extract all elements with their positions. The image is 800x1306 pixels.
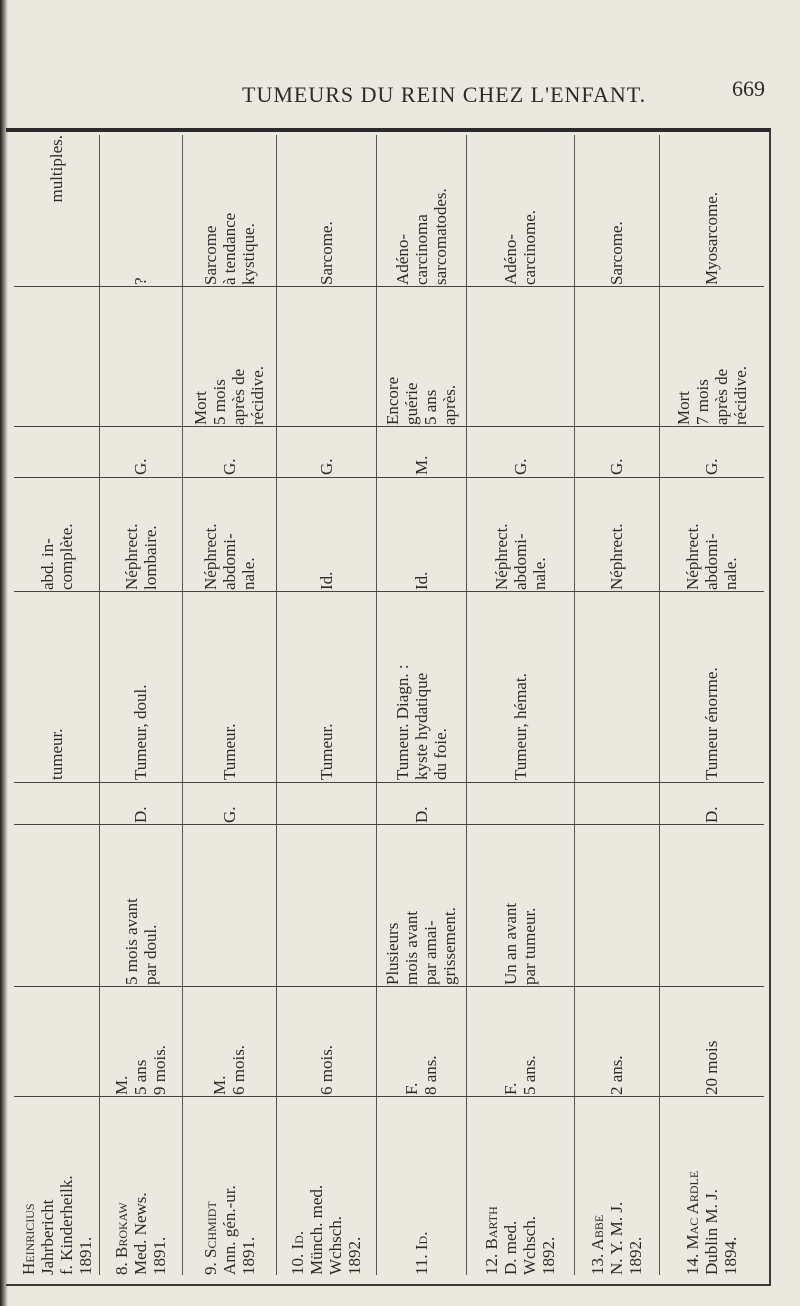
cell-source — [574, 1100, 659, 1275]
table-row — [466, 135, 575, 1275]
cell-onset — [466, 827, 574, 985]
cell-line: Id. — [316, 571, 336, 590]
table-row — [276, 135, 377, 1275]
cell-line: Tumeur, doul. — [131, 684, 150, 780]
cell-age — [466, 990, 574, 1095]
cell-age — [182, 990, 276, 1095]
cell-line: sarcomatodes. — [430, 188, 450, 285]
cell-line: Tumeur, hémat. — [510, 673, 530, 780]
cell-side — [659, 785, 764, 823]
cell-line: du foie. — [430, 728, 450, 780]
cell-onset — [376, 827, 466, 985]
cell-result-sex — [574, 430, 659, 475]
cell-line: G. — [219, 806, 239, 823]
cell-line: 9. Schmidt — [200, 1201, 220, 1275]
column-rule — [14, 1096, 764, 1097]
cell-line: 6 mois. — [316, 1044, 336, 1095]
cell-line: 5 mois avant — [121, 898, 141, 985]
cell-operation — [182, 480, 276, 590]
cell-operation — [276, 480, 376, 590]
cell-line: Tumeur. — [219, 723, 239, 780]
cell-line: 1894. — [721, 1236, 740, 1275]
cell-line: 1891. — [238, 1236, 258, 1275]
cell-side — [376, 785, 466, 823]
cell-symptoms — [99, 595, 182, 780]
cell-line: mois avant — [402, 910, 421, 985]
cell-line: récidive. — [248, 366, 267, 425]
cell-onset — [99, 827, 182, 985]
cell-line: Tumeur énorme. — [702, 667, 721, 780]
cell-line: N. Y. M. J. — [607, 1201, 626, 1275]
cell-outcome — [659, 290, 764, 425]
cell-line: Myosarcome. — [702, 191, 721, 285]
cell-line: abdomi- — [219, 533, 239, 590]
cell-line: après de — [229, 368, 248, 425]
cell-line: M. — [411, 455, 431, 475]
cell-line: Adéno- — [392, 234, 412, 285]
cell-line: 13. Abbe — [588, 1214, 607, 1275]
cell-line: 2 ans. — [607, 1055, 626, 1095]
cell-source — [14, 1100, 99, 1275]
cell-age — [99, 990, 182, 1095]
cell-operation — [14, 480, 99, 590]
cell-line: Münch. med. — [307, 1184, 326, 1275]
cell-line: Tumeur. Diagn. : — [392, 664, 412, 780]
cell-line: Plusieurs — [383, 922, 402, 985]
cell-symptoms — [14, 595, 99, 780]
cell-line: 8. Brokaw — [112, 1202, 131, 1275]
cell-line: tumeur. — [47, 728, 66, 780]
cell-line: Néphrect. — [607, 523, 626, 590]
cell-result-sex — [466, 430, 574, 475]
cell-line: f. Kinderheilk. — [56, 1175, 76, 1275]
cell-age — [574, 990, 659, 1095]
cell-operation — [659, 480, 764, 590]
cell-line: abdomi- — [702, 533, 721, 590]
column-rule — [14, 782, 764, 783]
rotated-table — [14, 135, 764, 1275]
cell-line: après. — [440, 384, 459, 425]
page-header — [0, 76, 800, 116]
cell-nature — [99, 135, 182, 285]
cell-line: 5 ans — [421, 389, 440, 425]
cell-line: Sarcome. — [607, 221, 626, 285]
cell-operation — [574, 480, 659, 590]
cell-line: G. — [131, 458, 150, 475]
cell-line: 1892. — [539, 1236, 558, 1275]
cell-line: 14. Mac Ardle — [683, 1170, 702, 1275]
cell-line: lombaire. — [140, 525, 160, 590]
cell-line: kystique. — [238, 223, 258, 285]
cell-symptoms — [466, 595, 574, 780]
cell-line: Heinricius — [18, 1203, 38, 1275]
cell-source — [182, 1100, 276, 1275]
cell-line: D. — [702, 806, 721, 823]
cell-line: Néphrect. — [200, 523, 220, 590]
table-row — [14, 135, 100, 1275]
cell-line: 10. Id. — [288, 1230, 307, 1275]
cell-line: nale. — [238, 557, 258, 590]
cell-nature — [376, 135, 466, 285]
cell-line: Wchsch. — [326, 1215, 345, 1275]
cell-line: 9 mois. — [150, 1044, 169, 1095]
cell-line: Un an avant — [501, 902, 520, 985]
cell-line: 12. Barth — [482, 1206, 501, 1275]
cell-line: Ann. gén.-ur. — [219, 1185, 239, 1275]
cell-outcome — [376, 290, 466, 425]
cell-line: F. — [402, 1082, 421, 1095]
cell-line: par tumeur. — [520, 907, 539, 985]
cell-line: nale. — [721, 557, 740, 590]
cell-nature — [276, 135, 376, 285]
column-rule — [14, 426, 764, 427]
cell-line: Id. — [411, 571, 431, 590]
cell-line: après de — [711, 368, 731, 425]
cell-source — [276, 1100, 376, 1275]
cell-line: D. — [411, 806, 431, 823]
cell-line: Med. News. — [131, 1192, 150, 1275]
cell-line: carcinome. — [520, 209, 539, 285]
cell-line: D. med. — [501, 1220, 520, 1275]
cell-line: 6 mois. — [229, 1044, 248, 1095]
cell-line: 7 mois — [692, 379, 712, 425]
cell-operation — [99, 480, 182, 590]
cell-line: abdomi- — [510, 533, 530, 590]
cell-operation — [466, 480, 574, 590]
cell-line: multiples. — [47, 135, 66, 203]
table-row — [574, 135, 660, 1275]
cell-line: kyste hydatique — [411, 672, 431, 780]
cell-age — [376, 990, 466, 1095]
cell-line: Dublin M. J. — [702, 1189, 721, 1275]
cell-result-sex — [376, 430, 466, 475]
cell-age — [276, 990, 376, 1095]
cell-line: M. — [112, 1075, 131, 1095]
cell-line: Mort — [673, 391, 693, 425]
cell-symptoms — [659, 595, 764, 780]
cell-operation — [376, 480, 466, 590]
cell-line: Adéno- — [501, 234, 520, 285]
cell-line: 20 mois — [702, 1040, 721, 1095]
cell-line: G. — [316, 458, 336, 475]
cell-line: Encore — [383, 376, 402, 425]
cell-line: G. — [702, 458, 721, 475]
cell-nature — [182, 135, 276, 285]
cell-result-sex — [182, 430, 276, 475]
column-rule — [14, 591, 764, 592]
cell-source — [659, 1100, 764, 1275]
cell-line: 1892. — [626, 1236, 645, 1275]
cell-line: G. — [510, 458, 530, 475]
cell-line: récidive. — [730, 366, 750, 425]
cell-age — [659, 990, 764, 1095]
cell-line: 1892. — [345, 1236, 364, 1275]
cell-line: complète. — [56, 523, 76, 590]
cell-line: guérie — [402, 382, 421, 425]
cell-symptoms — [276, 595, 376, 780]
cell-side — [99, 785, 182, 823]
cell-result-sex — [276, 430, 376, 475]
cell-source — [466, 1100, 574, 1275]
cell-line: Tumeur. — [316, 723, 336, 780]
cell-misc — [14, 135, 99, 285]
cell-line: nale. — [529, 557, 549, 590]
running-title: TUMEURS DU REIN CHEZ L'ENFANT. — [242, 82, 647, 107]
column-rule — [14, 986, 764, 987]
column-rule — [14, 824, 764, 825]
table-row — [99, 135, 183, 1275]
cell-line: ? — [131, 277, 150, 285]
cell-line: D. — [131, 806, 150, 823]
table-row — [182, 135, 277, 1275]
cell-result-sex — [99, 430, 182, 475]
cell-source — [376, 1100, 466, 1275]
cell-line: Mort — [191, 391, 210, 425]
cell-line: 5 mois — [210, 379, 229, 425]
cell-line: F. — [501, 1082, 520, 1095]
cell-line: 8 ans. — [421, 1055, 440, 1095]
cell-line: Néphrect. — [121, 523, 141, 590]
cell-line: 1891. — [150, 1236, 169, 1275]
cell-line: à tendance — [219, 212, 239, 285]
cell-symptoms — [182, 595, 276, 780]
cell-line: G. — [219, 458, 239, 475]
page-number: 669 — [732, 76, 765, 101]
cell-line: G. — [607, 458, 626, 475]
cell-line: 5 ans — [131, 1059, 150, 1095]
cell-side — [182, 785, 276, 823]
cell-line: carcinoma — [411, 214, 431, 285]
cell-nature — [574, 135, 659, 285]
cell-line: M. — [210, 1075, 229, 1095]
cell-line: Jahrbericht — [37, 1199, 57, 1275]
cell-source — [99, 1100, 182, 1275]
cell-line: 1891. — [75, 1236, 95, 1275]
cell-line: 5 ans. — [520, 1055, 539, 1095]
cell-nature — [659, 135, 764, 285]
cell-line: par amai- — [421, 920, 440, 985]
cell-line: Sarcome. — [316, 221, 336, 285]
cell-line: grissement. — [440, 907, 459, 985]
cell-line: Wchsch. — [520, 1215, 539, 1275]
cell-nature — [466, 135, 574, 285]
cell-line: Néphrect. — [683, 523, 702, 590]
cell-symptoms — [376, 595, 466, 780]
cell-line: Néphrect. — [491, 523, 511, 590]
table-row — [659, 135, 764, 1275]
cell-line: Sarcome — [200, 225, 220, 285]
cell-line: abd. in- — [37, 538, 57, 590]
cell-result-sex — [659, 430, 764, 475]
cell-outcome — [182, 290, 276, 425]
cell-line: 11. Id. — [411, 1231, 431, 1275]
column-rule — [14, 286, 764, 287]
table-row — [376, 135, 467, 1275]
cell-line: par doul. — [140, 924, 160, 985]
column-rule — [14, 477, 764, 478]
